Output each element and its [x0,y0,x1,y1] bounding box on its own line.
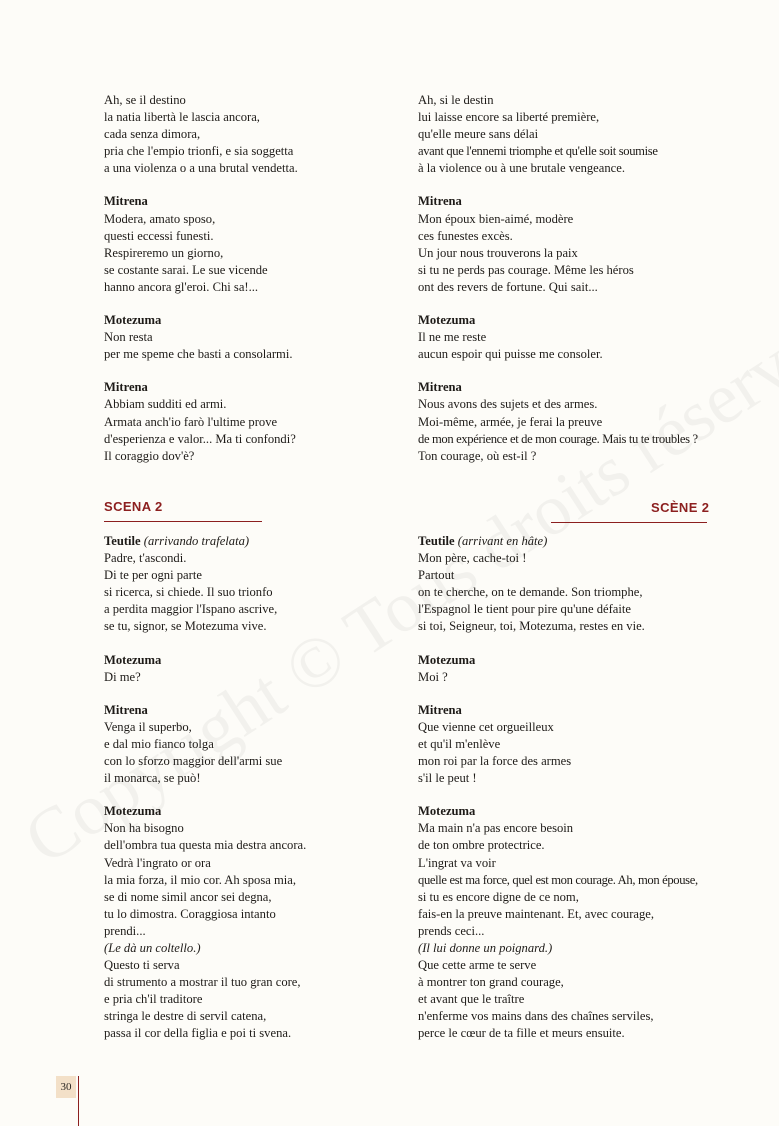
speech-block [418,379,728,464]
verse-line: Ah, se il destino [104,93,186,107]
verse-line: passa il cor della figlia e poi ti svena. [104,1026,292,1041]
verse-line: e dal mio fianco tolga [104,736,214,751]
stage-direction: (arrivando trafelata) [143,534,250,548]
verse-line: pria che l'empio trionfi, e sia soggetta [104,144,294,159]
verse-line: Non ha bisogno [104,821,184,836]
speaker-name [418,702,728,719]
verse-line: questi eccessi funesti. [104,228,214,243]
speaker-label: Motezuma [104,804,162,819]
speech-block [418,803,728,1042]
verse-line: Ah, si le destin [418,93,494,107]
verse-line: a perdita maggior l'Ispano ascrive, [104,602,278,617]
speaker-label: Motezuma [104,652,162,667]
speaker-name [104,193,394,210]
speaker-label: Teutile [104,534,141,548]
speech-block [104,533,394,636]
verse-line: (Il lui donne un poignard.) [418,940,553,955]
verse-line: aucun espoir qui puisse me consoler. [418,347,603,362]
verse-line: Moi-même, armée, je ferai la preuve [418,414,603,429]
french-column-top [418,92,728,481]
speech-block [418,312,728,363]
verse-line: e pria ch'il traditore [104,992,203,1007]
verse-line: stringa le destre di servil catena, [104,1009,267,1024]
verse-line: Vedrà l'ingrato or ora [104,855,211,870]
verse-line: Mon père, cache-toi ! [418,551,527,566]
verse-line: si toi, Seigneur, toi, Motezuma, restes en vie. [418,619,645,634]
speaker-label: Teutile [418,534,455,548]
page-number: 30 [56,1076,76,1098]
speech-block [418,652,728,686]
verse-line: Ma main n'a pas encore besoin [418,821,574,836]
verse-line: la natia libertà le lascia ancora, [104,110,260,125]
verse-line: Il ne me reste [418,330,487,345]
verse-line: Padre, t'ascondi. [104,551,187,566]
verse-line: Di me? [104,669,141,684]
verse-line: si ricerca, si chiede. Il suo trionfo [104,585,273,600]
verse-line: de mon expérience et de mon courage. Mais tu te troubles ? [418,431,698,446]
verse-line: Il coraggio dov'è? [104,448,195,463]
verse-line: mon roi par la force des armes [418,754,572,769]
speaker-label: Motezuma [418,313,476,328]
verse-line: per me speme che basti a consolarmi. [104,347,293,362]
verse-line: et qu'il m'enlève [418,736,501,751]
verse-line: Un jour nous trouverons la paix [418,245,578,260]
speaker-name [104,533,394,550]
speaker-label: Mitrena [104,380,148,395]
verse-line: Modera, amato sposo, [104,211,216,226]
speaker-label: Mitrena [418,194,462,209]
speaker-name [104,652,394,669]
italian-column-bottom [104,533,394,1059]
verse-line: ces funestes excès. [418,228,513,243]
verse-line: perce le cœur de ta fille et meurs ensuite. [418,1026,625,1041]
verse-line: Partout [418,568,455,583]
speech-block [418,533,728,636]
verse-line: Que cette arme te serve [418,958,537,973]
verse-line: il monarca, se può! [104,771,201,786]
verse-line: Venga il superbo, [104,719,192,734]
verse-line: si tu es encore digne de ce nom, [418,889,579,904]
speech-block [418,702,728,787]
speech-block [104,92,394,177]
scene-heading-italian: SCENA 2 [104,499,163,514]
speaker-label: Motezuma [418,652,476,667]
verse-line: n'enferme vos mains dans des chaînes serviles, [418,1009,654,1024]
verse-line: si tu ne perds pas courage. Même les héros [418,262,634,277]
verse-line: dell'ombra tua questa mia destra ancora. [104,838,307,853]
verse-line: prends ceci... [418,923,485,938]
verse-line: à la violence ou à une brutale vengeance. [418,161,625,176]
verse-line: di strumento a mostrar il tuo gran core, [104,975,301,990]
verse-line: hanno ancora gl'eroi. Chi sa!... [104,279,259,294]
speech-block [104,379,394,464]
scene-heading-french: SCÈNE 2 [651,500,710,515]
verse-line: se costante sarai. Le sue vicende [104,262,268,277]
verse-line: on te cherche, on te demande. Son triomphe, [418,585,643,600]
verse-line: ont des revers de fortune. Qui sait... [418,279,598,294]
speaker-name [418,312,728,329]
speaker-name [418,193,728,210]
verse-line: Abbiam sudditi ed armi. [104,397,227,412]
verse-line: Que vienne cet orgueilleux [418,719,554,734]
verse-line: qu'elle meure sans délai [418,127,539,142]
verse-line: fais-en la preuve maintenant. Et, avec courage, [418,906,655,921]
verse-line: Respireremo un giorno, [104,245,224,260]
verse-line: s'il le peut ! [418,771,477,786]
verse-line: (Le dà un coltello.) [104,940,201,955]
verse-line: L'ingrat va voir [418,855,496,870]
verse-line: se tu, signor, se Motezuma vive. [104,619,267,634]
speaker-label: Mitrena [418,702,462,717]
verse-line: Ton courage, où est-il ? [418,448,537,463]
speaker-name [418,533,728,550]
stage-direction: (arrivant en hâte) [457,534,548,548]
verse-line: la mia forza, il mio cor. Ah sposa mia, [104,872,297,887]
speech-block [104,803,394,1042]
verse-line: Di te per ogni parte [104,568,202,583]
verse-line: se di nome simil ancor sei degna, [104,889,272,904]
speaker-label: Mitrena [418,380,462,395]
verse-line: Questo ti serva [104,958,180,973]
verse-line: d'esperienza e valor... Ma ti confondi? [104,431,296,446]
verse-line: con lo sforzo maggior dell'armi sue [104,754,283,769]
verse-line: lui laisse encore sa liberté première, [418,110,600,125]
speaker-name [418,803,728,820]
verse-line: Armata anch'io farò l'ultime prove [104,414,278,429]
speaker-name [418,652,728,669]
verse-line: Non resta [104,330,153,345]
verse-line: à montrer ton grand courage, [418,975,564,990]
speaker-name [104,379,394,396]
speaker-label: Mitrena [104,194,148,209]
verse-line: Mon époux bien-aimé, modère [418,211,574,226]
verse-line: tu lo dimostra. Coraggiosa intanto [104,906,276,921]
speaker-label: Motezuma [104,313,162,328]
speaker-label: Motezuma [418,804,476,819]
verse-line: et avant que le traître [418,992,525,1007]
speech-block [418,92,728,177]
page-margin-rule [78,1076,79,1126]
speaker-name [104,702,394,719]
speech-block [104,702,394,787]
scene-rule-italian [104,521,262,522]
verse-line: Nous avons des sujets et des armes. [418,397,598,412]
french-column-bottom [418,533,728,1059]
speech-block [104,312,394,363]
verse-line: de ton ombre protectrice. [418,838,545,853]
verse-line: cada senza dimora, [104,127,201,142]
scene-rule-french [551,522,707,523]
verse-line: quelle est ma force, quel est mon courage. Ah, mon épouse, [418,872,698,887]
speaker-label: Mitrena [104,702,148,717]
verse-line: l'Espagnol le tient pour pire qu'une défaite [418,602,631,617]
speech-block [418,193,728,296]
verse-line: prendi... [104,923,146,938]
verse-line: Moi ? [418,669,448,684]
speaker-name [418,379,728,396]
speech-block [104,193,394,296]
speaker-name [104,803,394,820]
verse-line: a una violenza o a una brutal vendetta. [104,161,298,176]
italian-column-top [104,92,394,481]
speaker-name [104,312,394,329]
speech-block [104,652,394,686]
verse-line: avant que l'ennemi triomphe et qu'elle soit soumise [418,144,658,159]
